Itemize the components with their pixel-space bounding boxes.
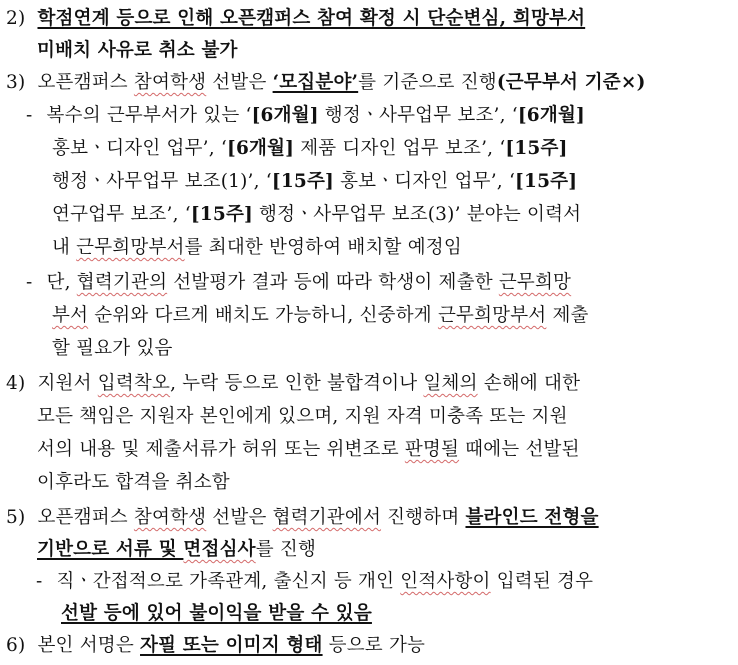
item-3-text-c: 선발은: [206, 72, 273, 93]
bullet-period-tag: [15주]: [515, 171, 578, 192]
bullet-period-tag: [6개월]: [226, 138, 295, 159]
bullet-text: 제출: [546, 305, 589, 326]
item-5-line-1: [6, 506, 599, 530]
bullet-text: 홍보ㆍ디자인 업무’, ‘: [52, 138, 227, 159]
item-number: 4): [6, 373, 26, 394]
item-text: 서의 내용 및 제출서류가 허위 또는 위변조로: [37, 439, 405, 460]
item-3-bullet-2-line-3: [52, 337, 173, 361]
item-3-text-e: 를 기준으로 진행: [358, 72, 497, 93]
bullet-period-tag: [15주]: [271, 171, 334, 192]
bullet-text: 행정ㆍ사무업무 보조(1)’, ‘: [52, 171, 272, 192]
bullet-text: 복수의 근무부서가 있는 ‘: [46, 105, 252, 126]
bullet-text-flagged: 부서: [52, 305, 89, 326]
item-5-sub-line-1: [36, 570, 593, 594]
item-3-bullet-1-line-2: [52, 137, 568, 161]
bullet-text: 할 필요가 있음: [52, 338, 173, 359]
recruit-field-label: ‘모집분야’: [272, 72, 359, 93]
item-number: 3): [6, 72, 26, 93]
item-number: 5): [6, 507, 26, 528]
bullet-text: 입력된 경우: [490, 571, 594, 592]
item-3-bullet-2-line-1: [26, 271, 571, 295]
item-6-line-1: [6, 634, 425, 658]
bullet-text: 를 최대한 반영하여 배치할 예정임: [184, 237, 462, 258]
item-text-flagged: 일체의: [423, 373, 478, 394]
item-3-text-a: 오픈캠퍼스: [37, 72, 134, 93]
bullet-text-flagged: 근무희망부서: [437, 305, 547, 326]
item-text: , 누락 등으로 인한 불합격이나: [170, 373, 424, 394]
item-2-text-2: 미배치 사유로 취소 불가: [37, 40, 238, 61]
bullet-text: 홍보ㆍ디자인 업무’, ‘: [333, 171, 516, 192]
item-text: 진행하며: [381, 507, 466, 528]
item-3-bullet-1-line-5: [52, 236, 462, 260]
item-text: 등으로 가능: [322, 635, 426, 656]
bullet-text: 제품 디자인 업무 보조’, ‘: [294, 138, 506, 159]
bullet-period-tag: [15주]: [190, 204, 253, 225]
bullet-dash: -: [26, 105, 33, 126]
item-text-flagged: 판명될: [404, 439, 460, 460]
item-2-text-1: 학점연계 등으로 인해 오픈캠퍼스 참여 확정 시 단순변심, 희망부서: [37, 8, 586, 29]
item-3-line-1: [6, 71, 646, 95]
bullet-text: 단,: [46, 272, 77, 293]
bullet-text: 간접적으로 가족관계, 출신지 등 개인: [92, 571, 401, 592]
bullet-text: 행정ㆍ사무업무 보조(3)’ 분야는 이력서: [252, 204, 582, 225]
bullet-dash: -: [26, 272, 33, 293]
item-4-line-4: [37, 471, 230, 495]
bullet-text: ㆍ: [74, 571, 93, 592]
bullet-text: 직: [56, 571, 75, 592]
bullet-text: 순위와 다르게 배치도 가능하니, 신중하게: [88, 305, 438, 326]
bullet-text-flagged: 근무희망부서: [76, 237, 185, 258]
bullet-text-flagged: 인적사항이: [400, 571, 491, 592]
item-3-text-b: 참여학생: [133, 72, 207, 93]
item-3-bullet-1-line-3: [52, 170, 577, 194]
item-2-line-1: [6, 7, 585, 31]
signature-format-emphasis: 자필 또는 이미지 형태: [140, 635, 323, 656]
blind-screening-emphasis: 블라인드 전형을: [465, 507, 599, 528]
item-text: 때에는 선발된: [459, 439, 580, 460]
bullet-period-tag: [15주]: [505, 138, 568, 159]
item-3-bullet-1-line-4: [52, 203, 581, 227]
bullet-text: 연구업무 보조’, ‘: [52, 204, 191, 225]
bullet-dash: -: [36, 571, 43, 592]
item-text: 본인 서명은: [37, 635, 141, 656]
bullet-period-tag: [6개월]: [517, 105, 585, 126]
item-4-line-3: [37, 438, 580, 462]
department-criteria-note: (근무부서 기준×): [496, 72, 646, 93]
item-4-line-2: [37, 405, 568, 429]
item-5-line-2: [37, 538, 316, 562]
bullet-text-flagged: 협력기관의: [76, 272, 168, 293]
item-number: 6): [6, 635, 26, 656]
item-2-line-2: [37, 39, 238, 63]
item-3-bullet-2-line-2: [52, 304, 589, 328]
bullet-text: 선발평가 결과 등에 따라 학생이 제출한: [167, 272, 499, 293]
bullet-text-flagged: 근무희망: [498, 272, 572, 293]
item-text: 오픈캠퍼스: [37, 507, 134, 528]
disadvantage-warning: 선발 등에 있어 불이익을 받을 수 있음: [61, 603, 372, 624]
item-text: 지원서: [37, 373, 98, 394]
bullet-text: 행정ㆍ사무업무 보조’, ‘: [318, 105, 518, 126]
item-text: 이후라도 합격을 취소함: [37, 472, 230, 493]
item-text-flagged: 협력기관에서: [272, 507, 382, 528]
item-text: 선발은: [206, 507, 273, 528]
item-text: 모든 책임은 지원자 본인에게 있으며, 지원 자격 미충족 또는 지원: [37, 406, 568, 427]
bullet-period-tag: [6개월]: [251, 105, 319, 126]
item-text-flagged: 입력착오: [97, 373, 171, 394]
bullet-text: 내: [52, 237, 77, 258]
item-text: 를 진행: [255, 539, 317, 560]
item-3-bullet-1-line-1: [26, 104, 585, 128]
item-text: 손해에 대한: [477, 373, 581, 394]
item-5-sub-line-2: [61, 602, 372, 626]
item-text-flagged: 참여학생: [133, 507, 207, 528]
interview-screening-emphasis: 면접심사: [183, 539, 256, 560]
item-4-line-1: [6, 372, 580, 396]
screening-basis-emphasis: 기반으로 서류 및: [37, 539, 184, 560]
item-number: 2): [6, 8, 26, 29]
